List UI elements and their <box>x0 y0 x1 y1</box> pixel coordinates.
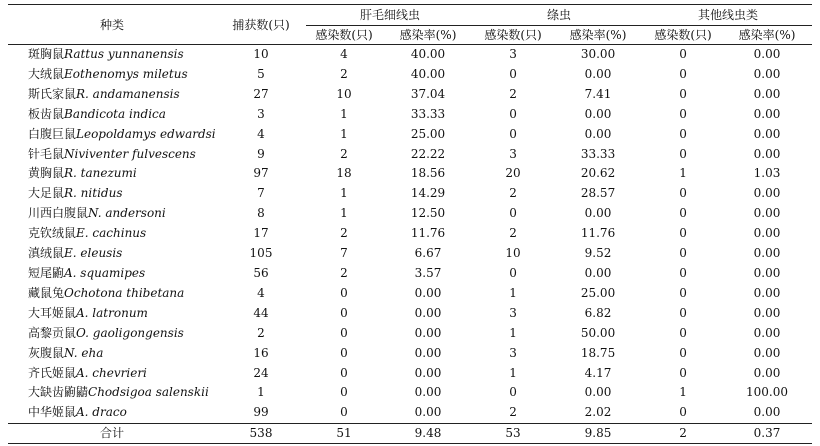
species-cell <box>8 284 216 304</box>
species-cn-name: 藏鼠兔 <box>28 285 65 300</box>
cell-liver-count: 1 <box>340 106 348 121</box>
species-latin-name: Rattus yunnanensis <box>64 47 184 61</box>
species-cn-name: 高黎贡鼠 <box>28 325 77 340</box>
cell-other-rate: 0.00 <box>753 265 781 280</box>
cell-other-count: 0 <box>679 126 687 141</box>
cell-syphacia-count: 20 <box>505 166 521 181</box>
species-cell <box>8 383 216 403</box>
species-latin-name: A. chevrieri <box>76 365 147 380</box>
species-cell <box>8 304 216 324</box>
cell-captured: 2 <box>257 325 265 340</box>
total-other-count: 2 <box>679 426 687 441</box>
species-cn-name: 大绒鼠 <box>28 66 65 81</box>
total-syphacia-count: 53 <box>505 426 521 441</box>
cell-liver-rate: 6.67 <box>414 246 442 261</box>
cell-captured: 16 <box>253 345 269 360</box>
cell-syphacia-count: 3 <box>509 345 517 360</box>
cell-captured: 44 <box>253 305 269 320</box>
cell-syphacia-count: 3 <box>509 47 517 61</box>
cell-captured: 17 <box>253 226 269 241</box>
table-row <box>8 45 812 65</box>
cell-other-count: 0 <box>679 66 687 81</box>
cell-liver-rate: 0.00 <box>414 385 442 400</box>
cell-liver-count: 0 <box>340 325 348 340</box>
table-row <box>8 125 812 145</box>
cell-syphacia-rate: 0.00 <box>584 126 612 141</box>
species-latin-name: O. gaoligongensis <box>76 325 184 340</box>
cell-captured: 97 <box>253 166 269 181</box>
cell-liver-count: 2 <box>340 146 348 161</box>
table-row <box>8 65 812 85</box>
cell-other-rate: 0.00 <box>753 246 781 261</box>
header-group-other: 其他线虫类 <box>644 5 812 26</box>
species-cn-name: 大缺齿鼩鼱 <box>28 385 89 400</box>
table-row <box>8 284 812 304</box>
cell-syphacia-rate: 11.76 <box>580 226 616 241</box>
table-body <box>8 45 812 424</box>
cell-liver-rate: 0.00 <box>414 285 442 300</box>
cell-liver-rate: 12.50 <box>410 206 446 221</box>
cell-syphacia-rate: 4.17 <box>584 365 612 380</box>
cell-other-count: 0 <box>679 246 687 261</box>
species-cell <box>8 65 216 85</box>
cell-other-count: 0 <box>679 86 687 101</box>
header-group-syphacia: 绦虫 <box>474 5 644 26</box>
cell-captured: 24 <box>253 365 269 380</box>
species-latin-name: E. eleusis <box>64 246 123 261</box>
cell-liver-rate: 37.04 <box>410 86 446 101</box>
cell-syphacia-rate: 0.00 <box>584 66 612 81</box>
cell-other-rate: 0.00 <box>753 405 781 420</box>
cell-liver-rate: 40.00 <box>410 66 446 81</box>
cell-syphacia-rate: 2.02 <box>584 405 612 420</box>
cell-other-rate: 0.00 <box>753 206 781 221</box>
cell-captured: 99 <box>253 405 269 420</box>
cell-liver-count: 2 <box>340 226 348 241</box>
species-cn-name: 川西白腹鼠 <box>28 206 89 221</box>
cell-other-rate: 0.00 <box>753 325 781 340</box>
cell-other-count: 0 <box>679 345 687 360</box>
cell-syphacia-count: 2 <box>509 186 517 201</box>
cell-liver-count: 18 <box>336 166 352 181</box>
cell-liver-count: 2 <box>340 66 348 81</box>
table-row <box>8 364 812 384</box>
cell-liver-rate: 18.56 <box>410 166 446 181</box>
cell-liver-rate: 25.00 <box>410 126 446 141</box>
cell-syphacia-count: 1 <box>509 325 517 340</box>
species-cell <box>8 244 216 264</box>
cell-other-rate: 0.00 <box>753 86 781 101</box>
cell-captured: 27 <box>253 86 269 101</box>
header-liver-count: 感染数(只) <box>306 26 382 45</box>
cell-syphacia-rate: 28.57 <box>580 186 616 201</box>
species-cell <box>8 204 216 224</box>
cell-syphacia-count: 3 <box>509 305 517 320</box>
cell-syphacia-rate: 50.00 <box>580 325 616 340</box>
cell-liver-count: 1 <box>340 206 348 221</box>
species-latin-name: Eothenomys miletus <box>64 66 188 81</box>
cell-syphacia-count: 0 <box>509 126 517 141</box>
cell-syphacia-count: 3 <box>509 146 517 161</box>
species-cn-name: 大足鼠 <box>28 186 65 201</box>
cell-liver-rate: 0.00 <box>414 365 442 380</box>
header-liver-rate: 感染率(%) <box>382 26 474 45</box>
cell-liver-rate: 11.76 <box>410 226 446 241</box>
total-liver-rate: 9.48 <box>414 426 442 441</box>
table-row <box>8 85 812 105</box>
cell-other-rate: 0.00 <box>753 305 781 320</box>
cell-other-count: 0 <box>679 325 687 340</box>
species-cn-name: 齐氏姬鼠 <box>28 365 77 380</box>
species-cn-name: 板齿鼠 <box>28 106 65 121</box>
cell-syphacia-count: 0 <box>509 206 517 221</box>
species-cell <box>8 224 216 244</box>
cell-syphacia-rate: 25.00 <box>580 285 616 300</box>
cell-liver-count: 4 <box>340 47 348 61</box>
cell-other-rate: 0.00 <box>753 345 781 360</box>
table-row <box>8 204 812 224</box>
cell-other-count: 0 <box>679 226 687 241</box>
cell-liver-rate: 22.22 <box>410 146 446 161</box>
cell-syphacia-rate: 0.00 <box>584 385 612 400</box>
species-cell <box>8 344 216 364</box>
species-latin-name: N. andersoni <box>88 206 166 221</box>
species-cn-name: 中华姬鼠 <box>28 405 77 420</box>
cell-captured: 5 <box>257 66 265 81</box>
cell-syphacia-count: 1 <box>509 365 517 380</box>
table-row <box>8 145 812 165</box>
cell-syphacia-count: 0 <box>509 265 517 280</box>
cell-liver-rate: 33.33 <box>410 106 446 121</box>
species-cn-name: 黄胸鼠 <box>28 166 65 181</box>
cell-liver-count: 1 <box>340 186 348 201</box>
cell-other-count: 0 <box>679 106 687 121</box>
cell-liver-count: 0 <box>340 285 348 300</box>
cell-liver-rate: 0.00 <box>414 305 442 320</box>
species-cn-name: 滇绒鼠 <box>28 246 65 261</box>
species-cn-name: 克钦绒鼠 <box>28 226 77 241</box>
species-cell <box>8 45 216 65</box>
cell-liver-count: 7 <box>340 246 348 261</box>
cell-syphacia-rate: 9.52 <box>584 246 612 261</box>
cell-captured: 105 <box>249 246 273 261</box>
cell-syphacia-count: 10 <box>505 246 521 261</box>
species-cell <box>8 125 216 145</box>
species-latin-name: Chodsigoa salenskii <box>88 385 209 400</box>
cell-other-count: 0 <box>679 365 687 380</box>
header-group-liver: 肝毛细线虫 <box>306 5 474 26</box>
species-latin-name: R. tanezumi <box>64 166 137 181</box>
total-syphacia-rate: 9.85 <box>584 426 612 441</box>
header-syphacia-count: 感染数(只) <box>474 26 552 45</box>
cell-liver-rate: 14.29 <box>410 186 446 201</box>
cell-syphacia-count: 2 <box>509 226 517 241</box>
cell-syphacia-count: 1 <box>509 285 517 300</box>
species-cell <box>8 164 216 184</box>
species-latin-name: Niviventer fulvescens <box>64 146 196 161</box>
cell-other-count: 0 <box>679 206 687 221</box>
total-liver-count: 51 <box>336 426 352 441</box>
species-cell <box>8 145 216 165</box>
cell-other-count: 0 <box>679 146 687 161</box>
species-cell <box>8 403 216 423</box>
cell-captured: 7 <box>257 186 265 201</box>
species-cn-name: 针毛鼠 <box>28 146 65 161</box>
species-latin-name: Leopoldamys edwardsi <box>76 126 216 141</box>
cell-syphacia-count: 0 <box>509 106 517 121</box>
cell-syphacia-count: 2 <box>509 405 517 420</box>
cell-syphacia-count: 2 <box>509 86 517 101</box>
table-row <box>8 383 812 403</box>
cell-other-count: 0 <box>679 47 687 61</box>
cell-liver-rate: 0.00 <box>414 345 442 360</box>
cell-other-rate: 0.00 <box>753 226 781 241</box>
cell-other-rate: 0.00 <box>753 146 781 161</box>
cell-other-rate: 1.03 <box>753 166 781 181</box>
total-other-rate: 0.37 <box>753 426 781 441</box>
table-row <box>8 324 812 344</box>
cell-other-rate: 0.00 <box>753 285 781 300</box>
table-row <box>8 304 812 324</box>
cell-syphacia-rate: 18.75 <box>580 345 616 360</box>
cell-other-rate: 0.00 <box>753 186 781 201</box>
species-latin-name: A. latronum <box>76 305 148 320</box>
cell-syphacia-rate: 30.00 <box>580 47 616 61</box>
cell-syphacia-rate: 0.00 <box>584 106 612 121</box>
species-latin-name: R. nitidus <box>64 186 123 201</box>
cell-captured: 3 <box>257 106 265 121</box>
table-row <box>8 164 812 184</box>
cell-other-count: 0 <box>679 186 687 201</box>
species-cn-name: 大耳姬鼠 <box>28 305 77 320</box>
table-row <box>8 224 812 244</box>
cell-captured: 4 <box>257 285 265 300</box>
parasite-infection-table <box>8 4 812 444</box>
table-row <box>8 105 812 125</box>
cell-other-count: 0 <box>679 265 687 280</box>
cell-liver-rate: 40.00 <box>410 47 446 61</box>
cell-syphacia-rate: 0.00 <box>584 265 612 280</box>
cell-captured: 1 <box>257 385 265 400</box>
species-latin-name: R. andamanensis <box>76 86 180 101</box>
species-latin-name: A. draco <box>76 405 127 420</box>
cell-captured: 8 <box>257 206 265 221</box>
table-row <box>8 244 812 264</box>
species-cn-name: 白腹巨鼠 <box>28 126 77 141</box>
cell-other-rate: 0.00 <box>753 66 781 81</box>
cell-syphacia-count: 0 <box>509 385 517 400</box>
cell-liver-count: 0 <box>340 345 348 360</box>
header-other-rate: 感染率(%) <box>722 26 812 45</box>
cell-liver-count: 2 <box>340 265 348 280</box>
species-latin-name: Bandicota indica <box>64 106 166 121</box>
table-row <box>8 403 812 423</box>
cell-syphacia-rate: 33.33 <box>580 146 616 161</box>
species-cn-name: 短尾鼩 <box>28 265 65 280</box>
cell-other-rate: 0.00 <box>753 126 781 141</box>
cell-syphacia-rate: 0.00 <box>584 206 612 221</box>
cell-captured: 4 <box>257 126 265 141</box>
total-row <box>8 424 812 444</box>
species-cell <box>8 364 216 384</box>
cell-other-rate: 0.00 <box>753 365 781 380</box>
table-row <box>8 264 812 284</box>
species-cell <box>8 105 216 125</box>
cell-syphacia-rate: 6.82 <box>584 305 612 320</box>
cell-other-count: 0 <box>679 305 687 320</box>
cell-other-count: 0 <box>679 285 687 300</box>
cell-liver-count: 0 <box>340 305 348 320</box>
cell-other-rate: 0.00 <box>753 106 781 121</box>
cell-liver-count: 10 <box>336 86 352 101</box>
species-cn-name: 斑胸鼠 <box>28 47 65 61</box>
header-species: 种类 <box>8 5 216 45</box>
cell-other-count: 0 <box>679 405 687 420</box>
species-latin-name: E. cachinus <box>76 226 147 241</box>
cell-captured: 56 <box>253 265 269 280</box>
species-latin-name: Ochotona thibetana <box>64 285 185 300</box>
cell-liver-rate: 0.00 <box>414 405 442 420</box>
species-cell <box>8 264 216 284</box>
cell-other-rate: 0.00 <box>753 47 781 61</box>
table-row <box>8 184 812 204</box>
header-syphacia-rate: 感染率(%) <box>552 26 644 45</box>
cell-other-rate: 100.00 <box>746 385 789 400</box>
species-cn-name: 斯氏家鼠 <box>28 86 77 101</box>
total-captured: 538 <box>249 426 273 441</box>
cell-syphacia-count: 0 <box>509 66 517 81</box>
cell-other-count: 1 <box>679 385 687 400</box>
species-latin-name: N. eha <box>64 345 104 360</box>
cell-liver-count: 1 <box>340 126 348 141</box>
cell-liver-count: 0 <box>340 405 348 420</box>
cell-syphacia-rate: 20.62 <box>580 166 616 181</box>
header-other-count: 感染数(只) <box>644 26 722 45</box>
species-latin-name: A. squamipes <box>64 265 146 280</box>
total-label: 合计 <box>99 426 124 441</box>
cell-captured: 10 <box>253 47 269 61</box>
species-cell <box>8 324 216 344</box>
cell-liver-count: 0 <box>340 385 348 400</box>
cell-other-count: 1 <box>679 166 687 181</box>
cell-syphacia-rate: 7.41 <box>584 86 612 101</box>
header-captured: 捕获数(只) <box>216 5 306 45</box>
cell-captured: 9 <box>257 146 265 161</box>
cell-liver-count: 0 <box>340 365 348 380</box>
species-cn-name: 灰腹鼠 <box>28 345 65 360</box>
species-cell <box>8 184 216 204</box>
table-row <box>8 344 812 364</box>
cell-liver-rate: 0.00 <box>414 325 442 340</box>
cell-liver-rate: 3.57 <box>414 265 442 280</box>
species-cell <box>8 85 216 105</box>
